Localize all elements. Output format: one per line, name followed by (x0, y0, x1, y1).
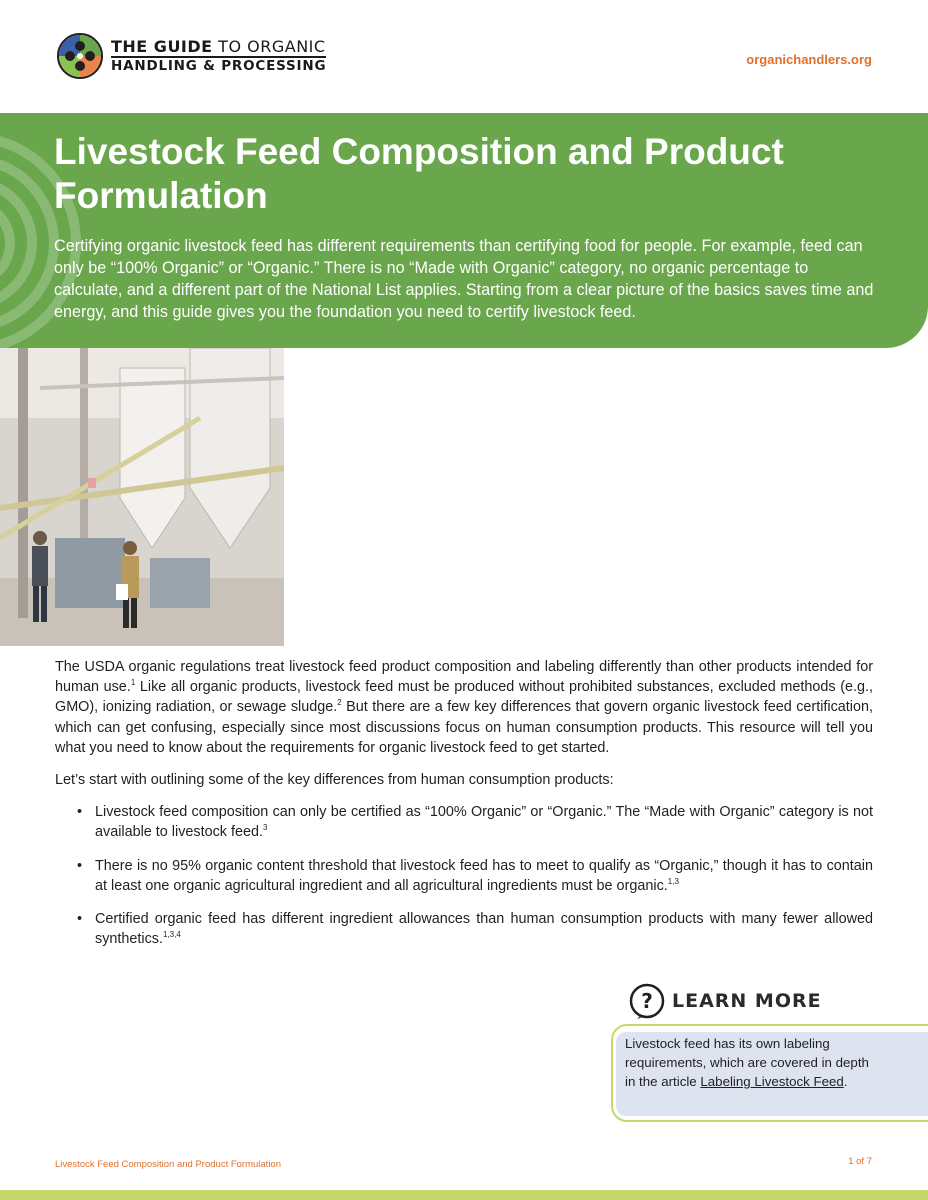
learn-list (312, 403, 872, 627)
site-url-link[interactable]: organichandlers.org (746, 52, 872, 67)
learn-item: • What is allowed in organic livestock feed and how feed rules differ from human-food rules (312, 403, 872, 447)
learn-more-text-after: . (843, 1074, 848, 1089)
page-number: 1 of 7 (848, 1156, 872, 1167)
page-title: Livestock Feed Composition and Product Formulation (54, 131, 784, 216)
logo-line-1 (111, 38, 326, 56)
footnote-ref: 2 (337, 698, 342, 708)
footnote-ref: 1,3 (667, 877, 679, 887)
footnote-ref: 1 (130, 678, 136, 688)
footer-bar (0, 1190, 928, 1200)
learn-item: • Formulation considerations, including custom blends and pelleted feed (312, 583, 872, 627)
list-item-text: Certified organic feed has different ingredient allowances than human consumption products with many fewer allowed synthetics. (95, 911, 873, 948)
logo-line-2: HANDLING & PROCESSING (111, 58, 327, 74)
list-item (77, 909, 873, 949)
question-mark-icon (628, 982, 666, 1020)
learn-more-header (628, 982, 822, 1020)
what-youll-learn-content (312, 372, 872, 634)
learn-item: • The agricultural, nonsynthetic, and synthetic materials allowed in feed (312, 454, 872, 498)
learn-more-label: LEARN MORE (672, 990, 822, 1012)
what-youll-learn-title: What You’ll Learn (312, 372, 475, 394)
list-item (77, 856, 873, 896)
body-text (55, 657, 873, 962)
labeling-livestock-feed-link[interactable]: Labeling Livestock Feed (700, 1074, 844, 1089)
svg-text:?: ? (641, 989, 653, 1013)
intro-paragraph (55, 657, 873, 758)
hero-description: Certifying organic livestock feed has different requirements than certifying food for people. For example, feed can only be “100% Organic” or “Organic.” There is no “Made with Organic” category, no organic percentage to calculate, and a different part of the National List applies. Starting from a clear picture of the basics saves time and energy, and this guide gives you the foundation you need to certify livestock feed. (54, 237, 874, 321)
feed-mill-photo (0, 348, 284, 646)
learn-more-text (625, 1034, 875, 1091)
logo-line-1-bold: THE GUIDE (111, 37, 213, 56)
intro-text-a: The USDA organic regulations treat livestock feed product composition and labeling differently than other products intended for human use. (55, 659, 873, 696)
logo-line-1-light: TO ORGANIC (212, 37, 326, 56)
intro-text-c: But there are a few key differences that govern organic livestock feed certification, which can get confusing, especially since most discussions focus on human consumption products. This resource will tell you what you need to know about the requirements for organic livestock feed to get started. (55, 699, 873, 756)
learn-item: • Documentation your certifier needs to review your feed (312, 555, 872, 577)
list-item-text: Livestock feed composition can only be certified as “100% Organic” or “Organic.” The “Made with Organic” category is not available to livestock feed. (95, 804, 873, 841)
footer-document-title: Livestock Feed Composition and Product Formulation (55, 1159, 282, 1170)
learn-item: • Requirements for the use of DL-Methionine, vitamins, and minerals in feed (312, 504, 872, 548)
list-item (77, 802, 873, 842)
footnote-ref: 3 (263, 823, 268, 833)
hero-banner (0, 113, 928, 348)
differences-intro: Let’s start with outlining some of the key differences from human consumption products: (55, 772, 614, 789)
logo-wordmark (111, 38, 326, 75)
feed-mill-illustration (0, 348, 284, 646)
organic-guide-logo-icon (56, 32, 104, 80)
footnote-ref: 1,3,4 (162, 930, 181, 940)
learn-more-text-before: Livestock feed has its own labeling requirements, which are covered in depth in the article (625, 1036, 869, 1089)
list-item-text: There is no 95% organic content threshold that livestock feed has to meet to qualify as “Organic,” though it has to contain at least one organic agricultural ingredient and all agricultural ingredients must be organic. (95, 857, 873, 894)
intro-text-b: Like all organic products, livestock feed must be produced without prohibited substances, excluded methods (e.g., GMO), ionizing radiation, or sewage sludge. (55, 679, 873, 716)
differences-list (55, 802, 873, 949)
